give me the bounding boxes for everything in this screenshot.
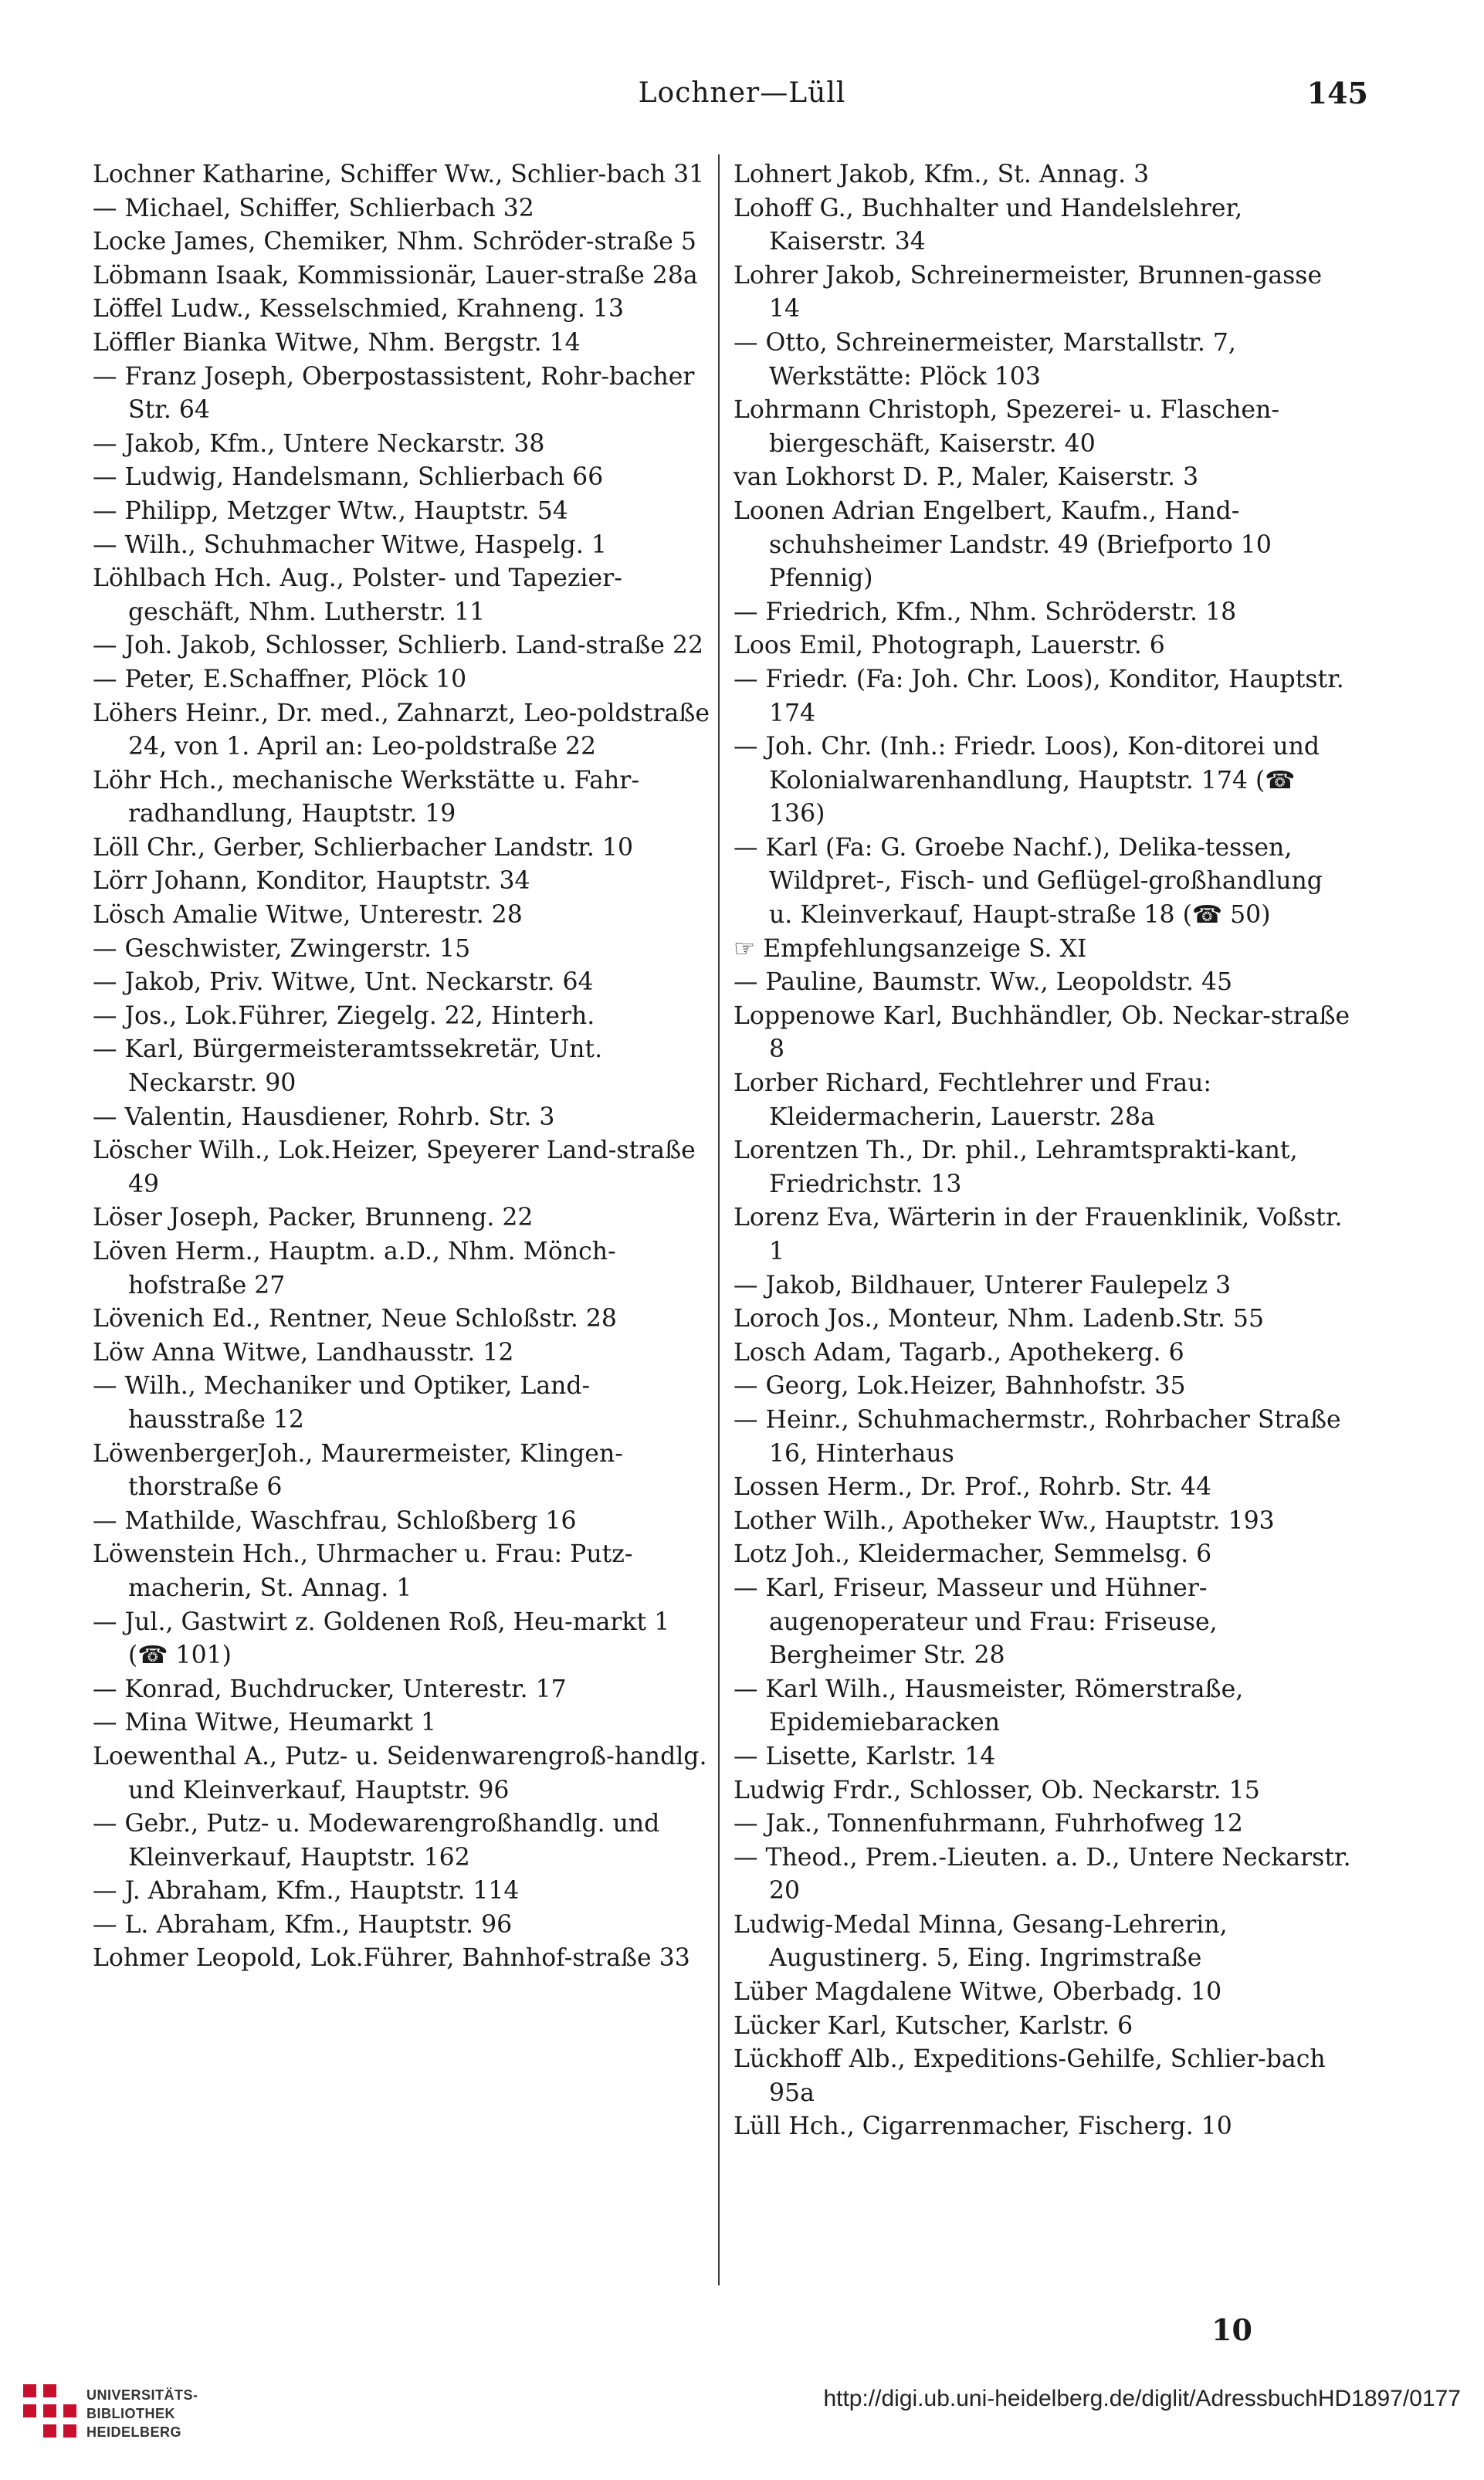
directory-entry: — Jakob, Kfm., Untere Neckarstr. 38 bbox=[93, 429, 545, 458]
directory-entry: Loroch Jos., Monteur, Nhm. Ladenb.Str. 55 bbox=[734, 1305, 1265, 1333]
directory-entry: Lorber Richard, Fechtlehrer und Frau: Kleidermacherin, Lauerstr. 28a bbox=[734, 1069, 1220, 1131]
directory-entry: — Franz Joseph, Oberpostassistent, Rohr-bacher Str. 64 bbox=[93, 362, 703, 425]
directory-entry: — Karl (Fa: G. Groebe Nachf.), Delika-tessen, Wildpret-, Fisch- und Geflügel-großhandlung u. Kleinverkauf, Haupt-straße 18 (☎ 50) bbox=[734, 833, 1330, 930]
directory-entry: Lüll Hch., Cigarrenmacher, Fischerg. 10 bbox=[734, 2112, 1232, 2141]
directory-entry: ☞ Empfehlungsanzeige S. XI bbox=[734, 934, 1087, 963]
logo-line-3: HEIDELBERG bbox=[86, 2424, 182, 2440]
directory-entry: — L. Abraham, Kfm., Hauptstr. 96 bbox=[93, 1910, 513, 1939]
directory-entry: Löw Anna Witwe, Landhausstr. 12 bbox=[93, 1338, 514, 1367]
directory-entry: Löven Herm., Hauptm. a.D., Nhm. Mönch-hofstraße 27 bbox=[93, 1238, 616, 1299]
directory-entry: Löwenstein Hch., Uhrmacher u. Frau: Putz-macherin, St. Annag. 1 bbox=[93, 1540, 633, 1602]
directory-entry: Löll Chr., Gerber, Schlierbacher Landstr. 10 bbox=[93, 833, 633, 862]
directory-entry: Locke James, Chemiker, Nhm. Schröder-straße 5 bbox=[93, 228, 696, 256]
directory-entry: Löscher Wilh., Lok.Heizer, Speyerer Land-straße 49 bbox=[93, 1137, 703, 1198]
directory-entry: Lohrer Jakob, Schreinermeister, Brunnen-gasse 14 bbox=[734, 261, 1330, 324]
directory-entry: — Joh. Chr. (Inh.: Friedr. Loos), Kon-ditorei und Kolonialwarenhandlung, Hauptstr. 174 (☎ 136) bbox=[734, 733, 1328, 828]
directory-entry: Lösch Amalie Witwe, Unterestr. 28 bbox=[93, 901, 523, 930]
directory-entry: — Konrad, Buchdrucker, Unterestr. 17 bbox=[93, 1675, 567, 1703]
directory-entry: — Mina Witwe, Heumarkt 1 bbox=[93, 1709, 437, 1737]
directory-entry: — Geschwister, Zwingerstr. 15 bbox=[93, 934, 471, 963]
directory-entry: Lohoff G., Buchhalter und Handelslehrer, Kaiserstr. 34 bbox=[734, 194, 1251, 256]
directory-entry: — Joh. Jakob, Schlosser, Schlierb. Land-straße 22 bbox=[93, 632, 703, 660]
directory-entry: — Jul., Gastwirt z. Goldenen Roß, Heu-markt 1 (☎ 101) bbox=[93, 1608, 678, 1670]
directory-entry: — Jakob, Bildhauer, Unterer Faulepelz 3 bbox=[734, 1271, 1232, 1299]
directory-entry: — Friedr. (Fa: Joh. Chr. Loos), Konditor, Hauptstr. 174 bbox=[734, 665, 1352, 727]
directory-entry: Lohnert Jakob, Kfm., St. Annag. 3 bbox=[734, 161, 1150, 188]
directory-entry: — Jos., Lok.Führer, Ziegelg. 22, Hinterh. bbox=[93, 1001, 595, 1030]
directory-entry: — Ludwig, Handelsmann, Schlierbach 66 bbox=[93, 463, 604, 492]
directory-entry: — Wilh., Schuhmacher Witwe, Haspelg. 1 bbox=[93, 530, 607, 559]
page-number: 145 bbox=[1306, 76, 1368, 110]
directory-entry: — Peter, E.Schaffner, Plöck 10 bbox=[93, 665, 467, 693]
directory-entry: Lörr Johann, Konditor, Hauptstr. 34 bbox=[93, 867, 530, 896]
left-column bbox=[93, 158, 718, 1976]
directory-entry: — Jak., Tonnenfuhrmann, Fuhrhofweg 12 bbox=[734, 1810, 1243, 1838]
directory-entry: — Valentin, Hausdiener, Rohrb. Str. 3 bbox=[93, 1103, 555, 1131]
directory-entry: Löffler Bianka Witwe, Nhm. Bergstr. 14 bbox=[93, 328, 581, 357]
directory-entry: Löffel Ludw., Kesselschmied, Krahneng. 13 bbox=[93, 295, 625, 324]
column-divider bbox=[718, 154, 720, 2285]
directory-entry: — Michael, Schiffer, Schlierbach 32 bbox=[93, 194, 534, 222]
directory-entry: — Philipp, Metzger Wtw., Hauptstr. 54 bbox=[93, 496, 568, 525]
directory-entry: Lother Wilh., Apotheker Ww., Hauptstr. 193 bbox=[734, 1506, 1275, 1535]
directory-entry: — Friedrich, Kfm., Nhm. Schröderstr. 18 bbox=[734, 598, 1237, 626]
directory-entry: Löhlbach Hch. Aug., Polster- und Tapezier-geschäft, Nhm. Lutherstr. 11 bbox=[93, 564, 622, 626]
directory-entry: Lohmer Leopold, Lok.Führer, Bahnhof-straße 33 bbox=[93, 1944, 690, 1973]
library-logo-icon bbox=[23, 2384, 77, 2438]
directory-entry: Loewenthal A., Putz- u. Seidenwarengroß-handlg. und Kleinverkauf, Hauptstr. 96 bbox=[93, 1742, 715, 1804]
directory-entry: Ludwig-Medal Minna, Gesang-Lehrerin, Augustinerg. 5, Eing. Ingrimstraße bbox=[734, 1910, 1235, 1973]
directory-entry: Lohrmann Christoph, Spezerei- u. Flaschen-biergeschäft, Kaiserstr. 40 bbox=[734, 396, 1279, 458]
right-column bbox=[734, 158, 1359, 2144]
directory-entry: — Karl, Friseur, Masseur und Hühner-augenoperateur und Frau: Friseuse, Bergheimer Str. 28 bbox=[734, 1574, 1225, 1670]
directory-entry: — Karl, Bürgermeisteramtssekretär, Unt. Neckarstr. 90 bbox=[93, 1035, 611, 1098]
directory-entry: LöwenbergerJoh., Maurermeister, Klingen-thorstraße 6 bbox=[93, 1439, 623, 1502]
directory-entry: — Georg, Lok.Heizer, Bahnhofstr. 35 bbox=[734, 1372, 1186, 1401]
directory-entry: van Lokhorst D. P., Maler, Kaiserstr. 3 bbox=[734, 463, 1199, 492]
signature-mark: 10 bbox=[1211, 2312, 1252, 2347]
directory-entry: Loonen Adrian Engelbert, Kaufm., Hand-schuhsheimer Landstr. 49 (Briefporto 10 Pfennig) bbox=[734, 496, 1279, 593]
directory-entry: Loos Emil, Photograph, Lauerstr. 6 bbox=[734, 632, 1165, 660]
directory-entry: Löhr Hch., mechanische Werkstätte u. Fahr-radhandlung, Hauptstr. 19 bbox=[93, 766, 639, 828]
directory-entry: — Lisette, Karlstr. 14 bbox=[734, 1742, 996, 1770]
directory-entry: Losch Adam, Tagarb., Apothekerg. 6 bbox=[734, 1338, 1184, 1367]
directory-entry: Löbmann Isaak, Kommissionär, Lauer-straße 28a bbox=[93, 261, 698, 290]
logo-line-2: BIBLIOTHEK bbox=[86, 2406, 175, 2421]
directory-entry: Lückhoff Alb., Expeditions-Gehilfe, Schlier-bach 95a bbox=[734, 2045, 1333, 2107]
directory-entry: — Mathilde, Waschfrau, Schloßberg 16 bbox=[93, 1506, 577, 1535]
library-logo-text bbox=[86, 2386, 198, 2441]
logo-line-1: UNIVERSITÄTS- bbox=[86, 2387, 198, 2403]
directory-entry: Lorentzen Th., Dr. phil., Lehramtsprakti-kant, Friedrichstr. 13 bbox=[734, 1137, 1306, 1198]
directory-entry: Lücker Karl, Kutscher, Karlstr. 6 bbox=[734, 2011, 1133, 2040]
directory-entry: Löser Joseph, Packer, Brunneng. 22 bbox=[93, 1204, 534, 1232]
directory-entry: Lochner Katharine, Schiffer Ww., Schlier-bach 31 bbox=[93, 161, 705, 188]
university-library-logo[interactable] bbox=[23, 2378, 278, 2448]
directory-entry: — Heinr., Schuhmachermstr., Rohrbacher Straße 16, Hinterhaus bbox=[734, 1405, 1349, 1468]
running-head: Lochner—Lüll bbox=[638, 77, 846, 109]
directory-entry: Ludwig Frdr., Schlosser, Ob. Neckarstr. 15 bbox=[734, 1776, 1260, 1804]
directory-entry: Lotz Joh., Kleidermacher, Semmelsg. 6 bbox=[734, 1540, 1212, 1569]
directory-entry: — Otto, Schreinermeister, Marstallstr. 7, Werkstätte: Plöck 103 bbox=[734, 328, 1244, 391]
directory-entry: Lüber Magdalene Witwe, Oberbadg. 10 bbox=[734, 1978, 1222, 2007]
directory-entry: — Karl Wilh., Hausmeister, Römerstraße, Epidemiebaracken bbox=[734, 1675, 1252, 1737]
directory-entry: Lövenich Ed., Rentner, Neue Schloßstr. 28 bbox=[93, 1305, 617, 1333]
directory-entry: Loppenowe Karl, Buchhändler, Ob. Neckar-straße 8 bbox=[734, 1001, 1358, 1064]
directory-entry: Löhers Heinr., Dr. med., Zahnarzt, Leo-poldstraße 24, von 1. April an: Leo-poldstraße 22 bbox=[93, 699, 718, 761]
directory-entry: — J. Abraham, Kfm., Hauptstr. 114 bbox=[93, 1877, 520, 1906]
directory-entry: — Wilh., Mechaniker und Optiker, Land-hausstraße 12 bbox=[93, 1372, 591, 1434]
source-url-link[interactable]: http://digi.ub.uni-heidelberg.de/diglit/AdressbuchHD1897/0177 bbox=[823, 2386, 1461, 2411]
directory-entry: — Theod., Prem.-Lieuten. a. D., Untere Neckarstr. 20 bbox=[734, 1843, 1359, 1906]
directory-entry: Lossen Herm., Dr. Prof., Rohrb. Str. 44 bbox=[734, 1473, 1212, 1502]
directory-entry: — Jakob, Priv. Witwe, Unt. Neckarstr. 64 bbox=[93, 968, 594, 997]
directory-entry: Lorenz Eva, Wärterin in der Frauenklinik, Voßstr. 1 bbox=[734, 1204, 1350, 1265]
directory-entry: — Pauline, Baumstr. Ww., Leopoldstr. 45 bbox=[734, 968, 1233, 997]
directory-entry: — Gebr., Putz- u. Modewarengroßhandlg. und Kleinverkauf, Hauptstr. 162 bbox=[93, 1810, 668, 1872]
